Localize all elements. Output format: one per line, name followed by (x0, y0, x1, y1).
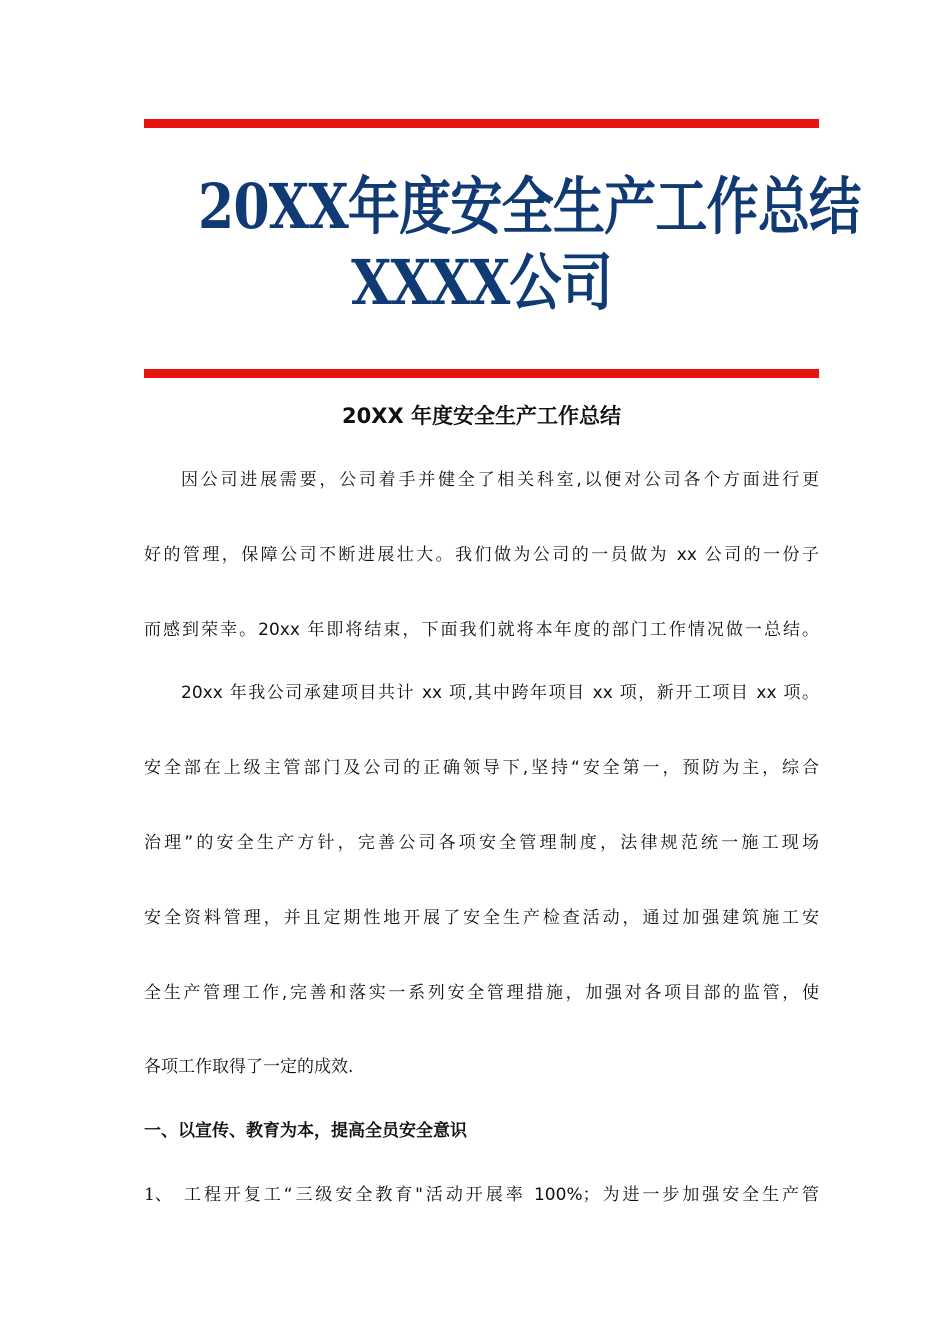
paragraph2-line: 安全部在上级主管部门及公司的正确领导下,坚持“安全第一，预防为主，综合 (144, 758, 819, 778)
section-heading: 一、以宣传、教育为本，提高全员安全意识 (144, 1121, 467, 1141)
paragraph1-line: 因公司进展需要，公司着手并健全了相关科室,以便对公司各个方面进行更 (181, 470, 819, 490)
cover-title-line1: 20XX年度安全生产工作总结 (198, 170, 861, 243)
list-item-number: 1、 (144, 1185, 172, 1205)
cover-company-name: XXXX公司 (351, 246, 612, 319)
paragraph2-line: 各项工作取得了一定的成效. (144, 1057, 354, 1077)
bottom-red-rule (144, 369, 819, 378)
document-title: 20XX 年度安全生产工作总结 (342, 404, 621, 428)
list-item-text: 工程开复工“三级安全教育"活动开展率 100%；为进一步加强安全生产管 (184, 1185, 819, 1205)
top-red-rule (144, 119, 819, 128)
paragraph2-line: 20xx 年我公司承建项目共计 xx 项,其中跨年项目 xx 项，新开工项目 xx 项。 (181, 683, 819, 703)
paragraph2-line: 安全资料管理，并且定期性地开展了安全生产检查活动，通过加强建筑施工安 (144, 908, 819, 928)
paragraph1-line: 而感到荣幸。20xx 年即将结束，下面我们就将本年度的部门工作情况做一总结。 (144, 620, 819, 640)
paragraph1-line: 好的管理，保障公司不断进展壮大。我们做为公司的一员做为 xx 公司的一份子 (144, 545, 819, 565)
paragraph2-line: 治理”的安全生产方针，完善公司各项安全管理制度，法律规范统一施工现场 (144, 833, 819, 853)
paragraph2-line: 全生产管理工作,完善和落实一系列安全管理措施，加强对各项目部的监管，使 (144, 983, 819, 1003)
